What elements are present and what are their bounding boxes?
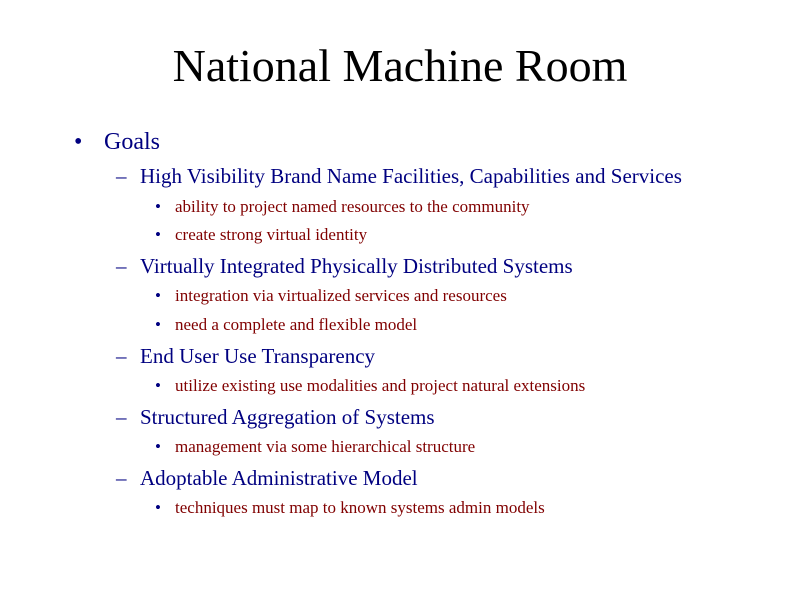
- goals-heading: Goals: [104, 129, 160, 155]
- section-heading: Virtually Integrated Physically Distributed Systems: [140, 254, 573, 278]
- sub-bullet: •: [155, 498, 161, 517]
- sub-bullet: •: [155, 437, 161, 456]
- sub-bullet: •: [155, 197, 161, 216]
- dash-bullet: –: [116, 466, 127, 490]
- sub-bullet: •: [155, 315, 161, 334]
- section-heading: Adoptable Administrative Model: [140, 466, 418, 490]
- sub-bullet: •: [155, 225, 161, 244]
- slide-title: National Machine Room: [172, 40, 628, 91]
- section-item: ability to project named resources to the community: [175, 197, 530, 216]
- section-item: integration via virtualized services and resources: [175, 286, 507, 305]
- sub-bullet: •: [155, 376, 161, 395]
- dash-bullet: –: [116, 164, 127, 188]
- section-heading: End User Use Transparency: [140, 344, 376, 368]
- bullet-level1: •: [74, 129, 83, 155]
- section-item: need a complete and flexible model: [175, 315, 418, 334]
- dash-bullet: –: [116, 254, 127, 278]
- section-item: utilize existing use modalities and project natural extensions: [175, 376, 586, 395]
- dash-bullet: –: [116, 344, 127, 368]
- section-heading: Structured Aggregation of Systems: [140, 405, 435, 429]
- section-item: management via some hierarchical structure: [175, 437, 476, 456]
- sub-bullet: •: [155, 286, 161, 305]
- section-item: create strong virtual identity: [175, 225, 368, 244]
- dash-bullet: –: [116, 405, 127, 429]
- section-heading: High Visibility Brand Name Facilities, Capabilities and Services: [140, 164, 682, 188]
- section-item: techniques must map to known systems admin models: [175, 498, 545, 517]
